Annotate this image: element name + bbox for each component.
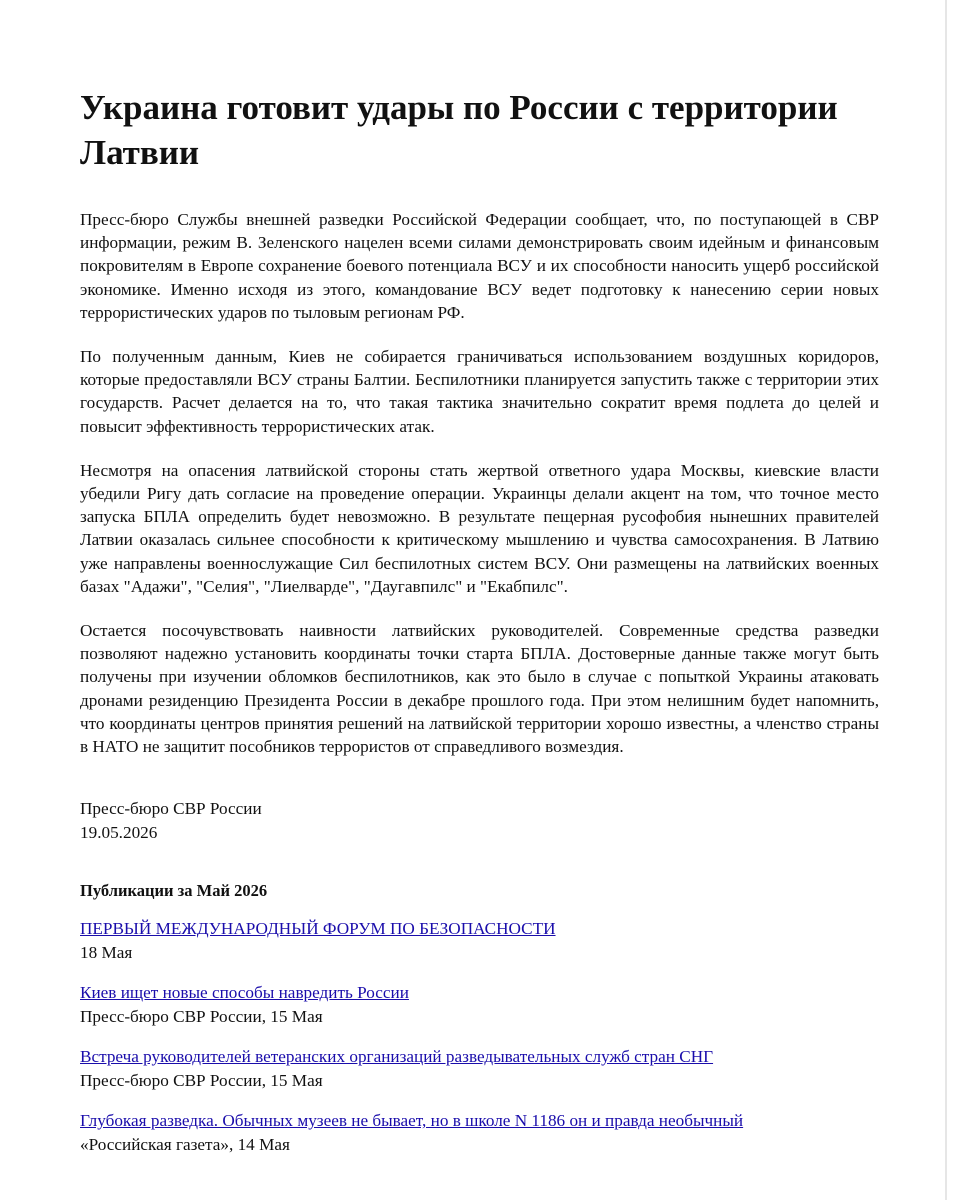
publication-link[interactable]: ПЕРВЫЙ МЕЖДУНАРОДНЫЙ ФОРУМ ПО БЕЗОПАСНОСТИ (80, 919, 556, 939)
article-paragraph: Остается посочувствовать наивности латвийских руководителей. Современные средства разведки позволяют надежно установить координаты точки старта БПЛА. Достоверные данные также могут быть получены при изучении обломков беспилотников, как это было в случае с попыткой Украины атаковать дронами резиденцию Президента России в декабре прошлого года. При этом нелишним будет напомнить, что координаты центров принятия решений на латвийской территории хорошо известны, а членство страны в НАТО не защитит пособников террористов от справедливого возмездия. (80, 621, 879, 757)
article-signature-block (80, 797, 879, 845)
publication-link[interactable]: Встреча руководителей ветеранских организаций разведывательных служб стран СНГ (80, 1047, 714, 1067)
publication-item (80, 1045, 879, 1093)
article-title: Украина готовит удары по России с территории Латвии (80, 88, 838, 172)
publications-heading: Публикации за Май 2026 (80, 881, 268, 901)
publication-meta: Пресс-бюро СВР России, 15 Мая (80, 1007, 323, 1027)
publication-meta: 18 Мая (80, 943, 133, 963)
publication-item (80, 981, 879, 1029)
article-body (80, 208, 879, 758)
article-paragraph: По полученным данным, Киев не собирается граничиваться использованием воздушных коридоров, которые предоставляли ВСУ страны Балтии. Беспилотники планируется запустить также с территории этих государств. Расчет делается на то, что такая тактика значительно сократит время подлета до целей и повысит эффективность террористических атак. (80, 347, 879, 436)
article-paragraph: Пресс-бюро Службы внешней разведки Российской Федерации сообщает, что, по поступающей в СВР информации, режим В. Зеленского нацелен всеми силами демонстрировать своим идейным и финансовым покровителям в Европе сохранение боевого потенциала ВСУ и их способности наносить ущерб российской экономике. Именно исходя из этого, командование ВСУ ведет подготовку к нанесению серии новых террористических ударов по тыловым регионам РФ. (80, 210, 879, 322)
publications-list (80, 917, 879, 1157)
article-date: 19.05.2026 (80, 823, 158, 843)
article-signature: Пресс-бюро СВР России (80, 799, 262, 819)
publication-link[interactable]: Киев ищет новые способы навредить России (80, 983, 409, 1003)
publication-meta: Пресс-бюро СВР России, 15 Мая (80, 1071, 323, 1091)
publication-link[interactable]: Глубокая разведка. Обычных музеев не бывает, но в школе N 1186 он и правда необычный (80, 1111, 744, 1131)
publication-meta: «Российская газета», 14 Мая (80, 1135, 290, 1155)
page-edge-divider (945, 0, 947, 1200)
article-paragraph: Несмотря на опасения латвийской стороны стать жертвой ответного удара Москвы, киевские власти убедили Ригу дать согласие на проведение операции. Украинцы делали акцент на том, что точное место запуска БПЛА определить будет невозможно. В результате пещерная русофобия нынешних правителей Латвии оказалась сильнее способности к критическому мышлению и чувства самосохранения. В Латвию уже направлены военнослужащие Сил беспилотных систем ВСУ. Они размещены на латвийских военных базах "Адажи", "Селия", "Лиелварде", "Даугавпилс" и "Екабпилс". (80, 460, 879, 596)
article-page (80, 85, 879, 1173)
publication-item (80, 917, 879, 965)
publication-item (80, 1109, 879, 1157)
